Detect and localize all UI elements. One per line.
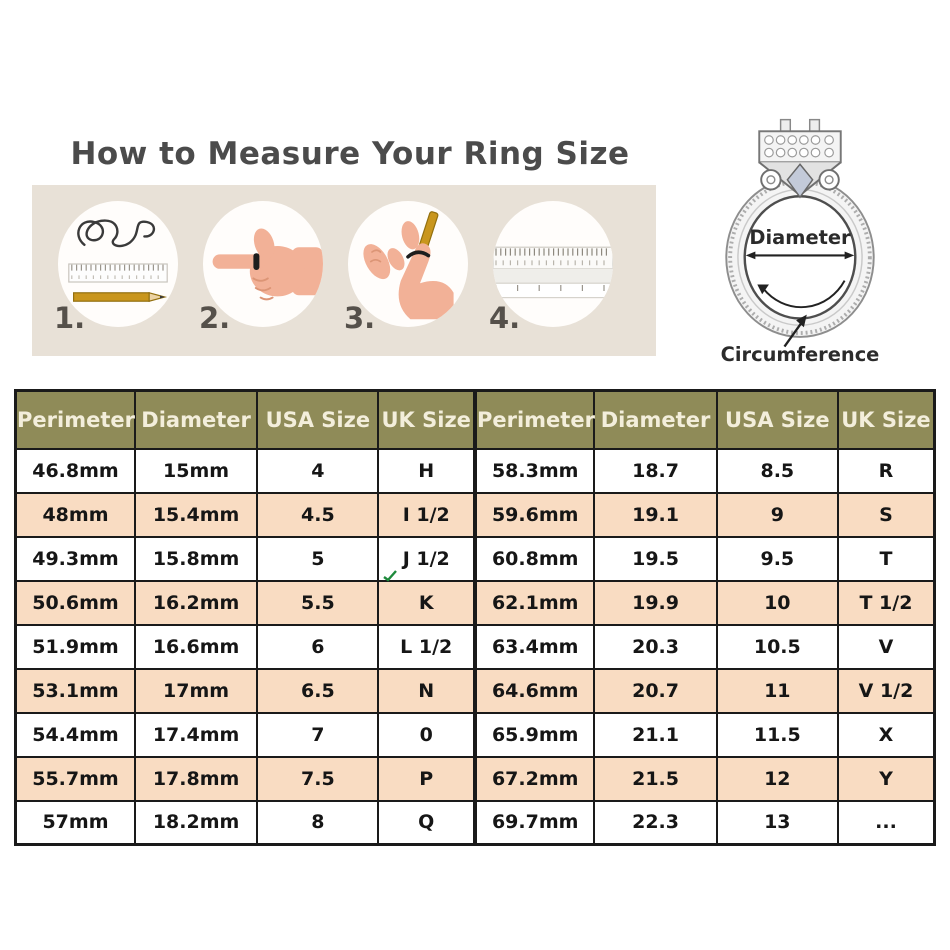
- table-cell: 53.1mm: [16, 669, 135, 713]
- table-cell: 21.5: [594, 757, 716, 801]
- table-cell: X: [838, 713, 935, 757]
- table-cell: 58.3mm: [475, 449, 594, 493]
- header-perimeter-left: Perimeter: [16, 391, 135, 449]
- table-cell: 4: [257, 449, 378, 493]
- table-cell: 15.4mm: [135, 493, 257, 537]
- table-cell: 49.3mm: [16, 537, 135, 581]
- table-cell: 13: [717, 801, 838, 845]
- table-cell: 55.7mm: [16, 757, 135, 801]
- table-cell: 16.2mm: [135, 581, 257, 625]
- circumference-label-svg: Circumference: [720, 343, 880, 367]
- table-cell: 69.7mm: [475, 801, 594, 845]
- table-cell: 11.5: [717, 713, 838, 757]
- table-cell: 9: [717, 493, 838, 537]
- table-cell: T: [838, 537, 935, 581]
- table-header-row: [16, 391, 935, 449]
- table-cell: 17.8mm: [135, 757, 257, 801]
- table-cell: 10: [717, 581, 838, 625]
- table-cell: ...: [838, 801, 935, 845]
- table-cell: 46.8mm: [16, 449, 135, 493]
- table-cell: T 1/2: [838, 581, 935, 625]
- green-check-artifact: [383, 567, 397, 579]
- table-cell: J 1/2: [378, 537, 474, 581]
- table-row: [16, 537, 935, 581]
- table-cell: 63.4mm: [475, 625, 594, 669]
- table-row: [16, 625, 935, 669]
- table-row: [16, 713, 935, 757]
- header-perimeter-right: Perimeter: [475, 391, 594, 449]
- table-cell: 20.7: [594, 669, 716, 713]
- table-cell: 8: [257, 801, 378, 845]
- table-cell: 54.4mm: [16, 713, 135, 757]
- table-cell: Y: [838, 757, 935, 801]
- table-cell: V: [838, 625, 935, 669]
- table-cell: 57mm: [16, 801, 135, 845]
- table-cell: K: [378, 581, 474, 625]
- table-cell: 21.1: [594, 713, 716, 757]
- table-cell: 18.2mm: [135, 801, 257, 845]
- step-4-number: 4.: [489, 301, 521, 335]
- table-cell: Q: [378, 801, 474, 845]
- table-cell: 9.5: [717, 537, 838, 581]
- table-cell: 15mm: [135, 449, 257, 493]
- page-title: How to Measure Your Ring Size: [70, 136, 630, 172]
- table-cell: 65.9mm: [475, 713, 594, 757]
- table-cell: H: [378, 449, 474, 493]
- table-cell: 6.5: [257, 669, 378, 713]
- step-2-number: 2.: [199, 301, 231, 335]
- size-table-body: [16, 449, 935, 845]
- table-row: [16, 449, 935, 493]
- table-cell: 15.8mm: [135, 537, 257, 581]
- table-cell: 22.3: [594, 801, 716, 845]
- table-cell: V 1/2: [838, 669, 935, 713]
- table-cell: 16.6mm: [135, 625, 257, 669]
- table-cell: 19.1: [594, 493, 716, 537]
- table-cell: 20.3: [594, 625, 716, 669]
- table-cell: 7: [257, 713, 378, 757]
- table-cell: 48mm: [16, 493, 135, 537]
- table-cell: 64.6mm: [475, 669, 594, 713]
- table-cell: 51.9mm: [16, 625, 135, 669]
- table-cell: 12: [717, 757, 838, 801]
- measurement-steps-panel: [32, 185, 656, 356]
- step-3-number: 3.: [344, 301, 376, 335]
- table-cell: L 1/2: [378, 625, 474, 669]
- table-row: [16, 581, 935, 625]
- table-cell: P: [378, 757, 474, 801]
- ring-measurement-diagram: [703, 106, 897, 368]
- ring-size-table: [14, 389, 936, 846]
- table-cell: 11: [717, 669, 838, 713]
- table-cell: N: [378, 669, 474, 713]
- table-cell: 19.9: [594, 581, 716, 625]
- table-row: [16, 493, 935, 537]
- table-cell: 17mm: [135, 669, 257, 713]
- table-cell: 8.5: [717, 449, 838, 493]
- table-row: [16, 757, 935, 801]
- table-cell: 59.6mm: [475, 493, 594, 537]
- table-cell: 0: [378, 713, 474, 757]
- table-cell: 10.5: [717, 625, 838, 669]
- header-uk-size-left: UK Size: [378, 391, 474, 449]
- table-cell: 7.5: [257, 757, 378, 801]
- table-cell: R: [838, 449, 935, 493]
- table-row: [16, 801, 935, 845]
- table-cell: 6: [257, 625, 378, 669]
- table-cell: S: [838, 493, 935, 537]
- table-cell: 67.2mm: [475, 757, 594, 801]
- header-diameter-right: Diameter: [594, 391, 716, 449]
- table-cell: 5: [257, 537, 378, 581]
- table-cell: 62.1mm: [475, 581, 594, 625]
- table-cell: 60.8mm: [475, 537, 594, 581]
- step-1-number: 1.: [54, 301, 86, 335]
- header-usa-size-left: USA Size: [257, 391, 378, 449]
- diameter-label-svg: Diameter: [749, 225, 851, 249]
- table-cell: I 1/2: [378, 493, 474, 537]
- table-row: [16, 669, 935, 713]
- table-cell: 17.4mm: [135, 713, 257, 757]
- header-uk-size-right: UK Size: [838, 391, 935, 449]
- table-cell: 5.5: [257, 581, 378, 625]
- header-usa-size-right: USA Size: [717, 391, 838, 449]
- table-cell: 19.5: [594, 537, 716, 581]
- header-diameter-left: Diameter: [135, 391, 257, 449]
- table-cell: 50.6mm: [16, 581, 135, 625]
- table-cell: 4.5: [257, 493, 378, 537]
- table-cell: 18.7: [594, 449, 716, 493]
